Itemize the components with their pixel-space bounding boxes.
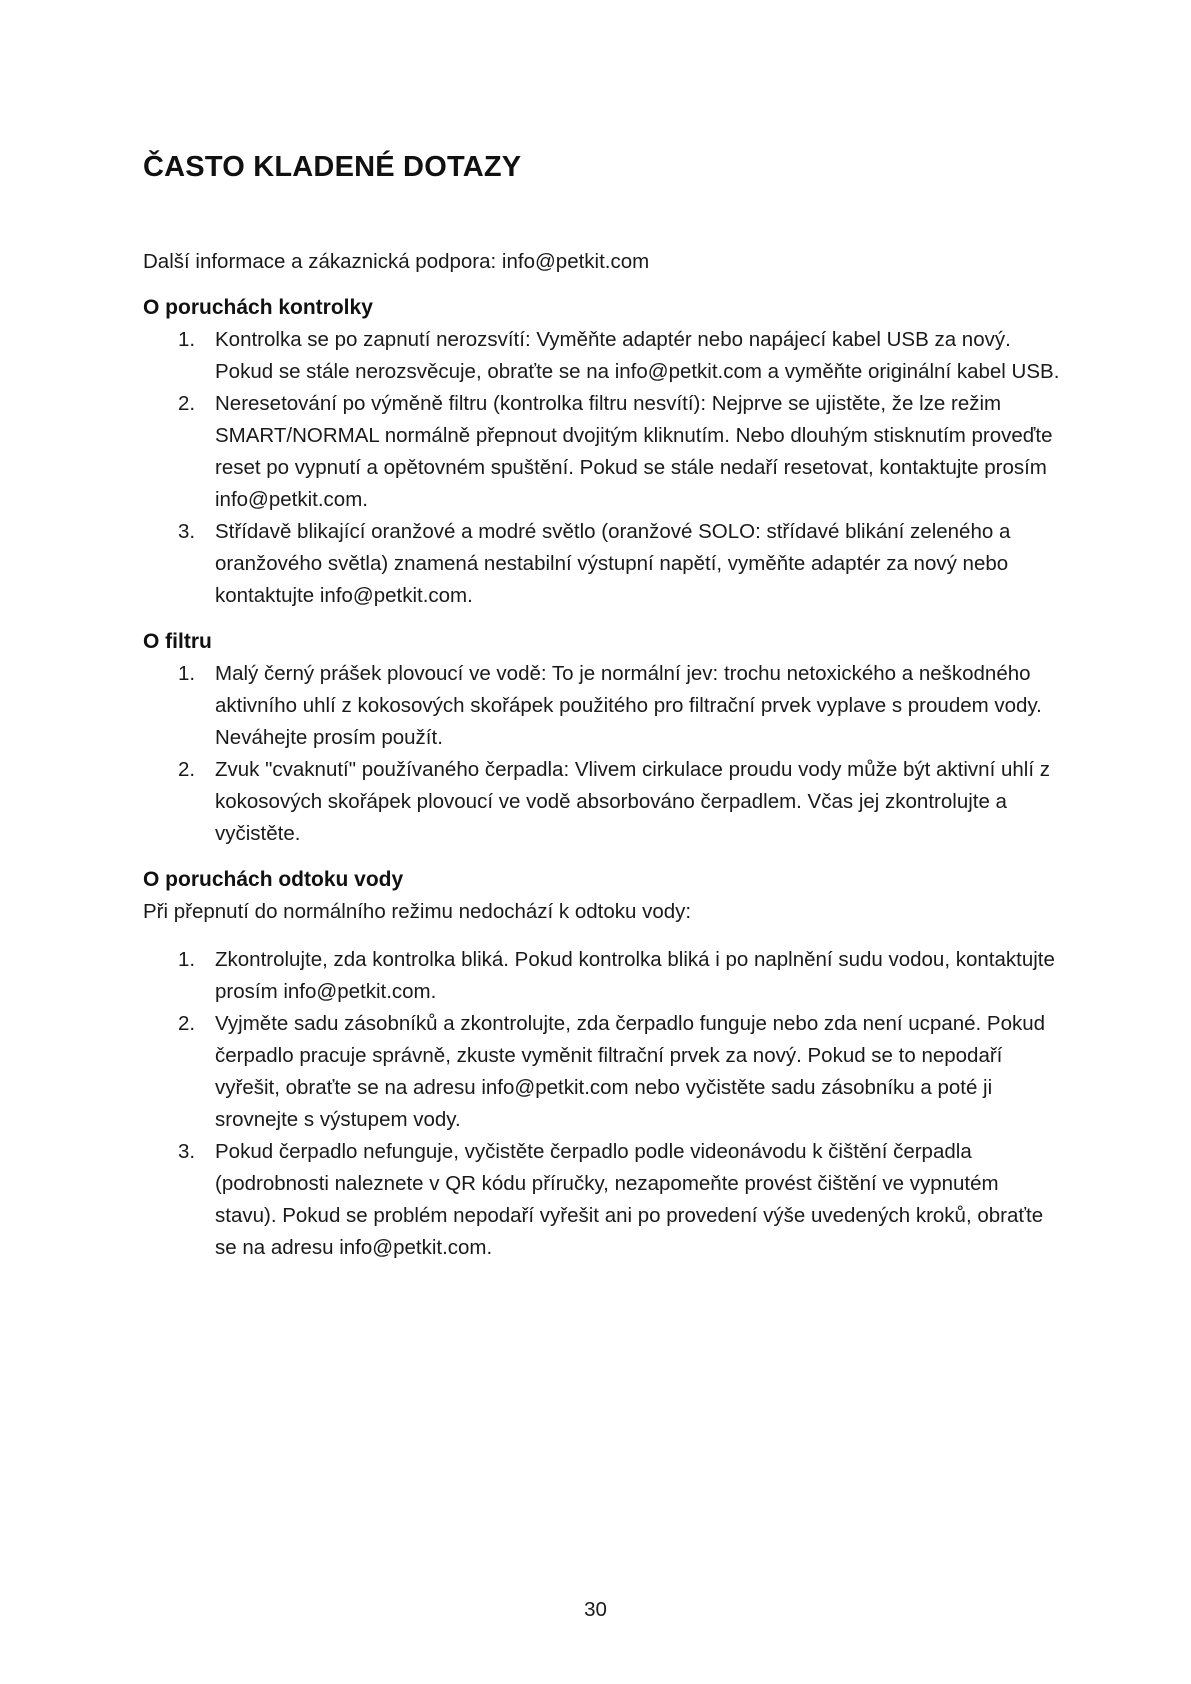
list-item-number: 3. xyxy=(178,1140,196,1163)
list-item-text: Neresetování po výměně filtru (kontrolka filtru nesvítí): Nejprve se ujistěte, že lze režim SMART/NORMAL normálně přepnout dvojitým kliknutím. Nebo dlouhým stisknutím proveďte reset po vypnutí a opětovném spuštění. Pokud se stále nedaří resetovat, kontaktujte prosím info@petkit.com. xyxy=(215,392,1053,511)
list-item-number: 3. xyxy=(178,520,196,543)
list-item-text: Pokud čerpadlo nefunguje, vyčistěte čerpadlo podle videonávodu k čištění čerpadla (podrobnosti naleznete v QR kódu příručky, nezapomeňte provést čištění ve vypnutém stavu). Pokud se problém nepodaří vyřešit ani po provedení výše uvedených kroků, obraťte se na adresu info@petkit.com. xyxy=(215,1140,1044,1259)
list-item xyxy=(143,516,1063,612)
list-indicator-faults xyxy=(143,324,1063,612)
list-item-number: 1. xyxy=(178,328,196,351)
list-item-number: 2. xyxy=(178,758,196,781)
section-heading-water-outflow: O poruchách odtoku vody xyxy=(143,868,404,891)
list-item-number: 2. xyxy=(178,392,196,415)
list-water-outflow xyxy=(143,944,1063,1264)
list-item-text: Střídavě blikající oranžové a modré světlo (oranžové SOLO: střídavé blikání zeleného a oranžového světla) znamená nestabilní výstupní napětí, vyměňte adaptér za nový nebo kontaktujte info@petkit.com. xyxy=(215,520,1011,607)
section-heading-indicator: O poruchách kontrolky xyxy=(143,296,373,319)
section-heading-filter: O filtru xyxy=(143,630,212,653)
list-item xyxy=(143,944,1063,1008)
list-item xyxy=(143,658,1063,754)
support-intro: Další informace a zákaznická podpora: info@petkit.com xyxy=(143,250,650,273)
list-item xyxy=(143,754,1063,850)
list-item-number: 2. xyxy=(178,1012,196,1035)
section-subheading: Při přepnutí do normálního režimu nedochází k odtoku vody: xyxy=(143,900,692,923)
list-item xyxy=(143,388,1063,516)
list-item-text: Kontrolka se po zapnutí nerozsvítí: Vyměňte adaptér nebo napájecí kabel USB za nový. Pokud se stále nerozsvěcuje, obraťte se na info@petkit.com a vyměňte originální kabel USB. xyxy=(215,328,1060,383)
list-item-number: 1. xyxy=(178,948,196,971)
list-item-text: Vyjměte sadu zásobníků a zkontrolujte, zda čerpadlo funguje nebo zda není ucpané. Pokud čerpadlo pracuje správně, zkuste vyměnit filtrační prvek za nový. Pokud se to nepodaří vyřešit, obraťte se na adresu info@petkit.com nebo vyčistěte sadu zásobníku a poté ji srovnejte s výstupem vody. xyxy=(215,1012,1046,1131)
list-item xyxy=(143,1136,1063,1264)
page-content xyxy=(143,142,1063,1264)
list-filter xyxy=(143,658,1063,850)
list-item-text: Zkontrolujte, zda kontrolka bliká. Pokud kontrolka bliká i po naplnění sudu vodou, kontaktujte prosím info@petkit.com. xyxy=(215,948,1055,1003)
list-item-text: Zvuk "cvaknutí" používaného čerpadla: Vlivem cirkulace proudu vody může být aktivní uhlí z kokosových skořápek plovoucí ve vodě absorbováno čerpadlem. Včas jej zkontrolujte a vyčistěte. xyxy=(215,758,1050,845)
list-item xyxy=(143,324,1063,388)
list-item xyxy=(143,1008,1063,1136)
page-number: 30 xyxy=(584,1598,607,1621)
page-title: ČASTO KLADENÉ DOTAZY xyxy=(143,151,522,183)
list-item-text: Malý černý prášek plovoucí ve vodě: To je normální jev: trochu netoxického a neškodného aktivního uhlí z kokosových skořápek použitého pro filtrační prvek vyplave s proudem vody. Neváhejte prosím použít. xyxy=(215,662,1042,749)
list-item-number: 1. xyxy=(178,662,196,685)
